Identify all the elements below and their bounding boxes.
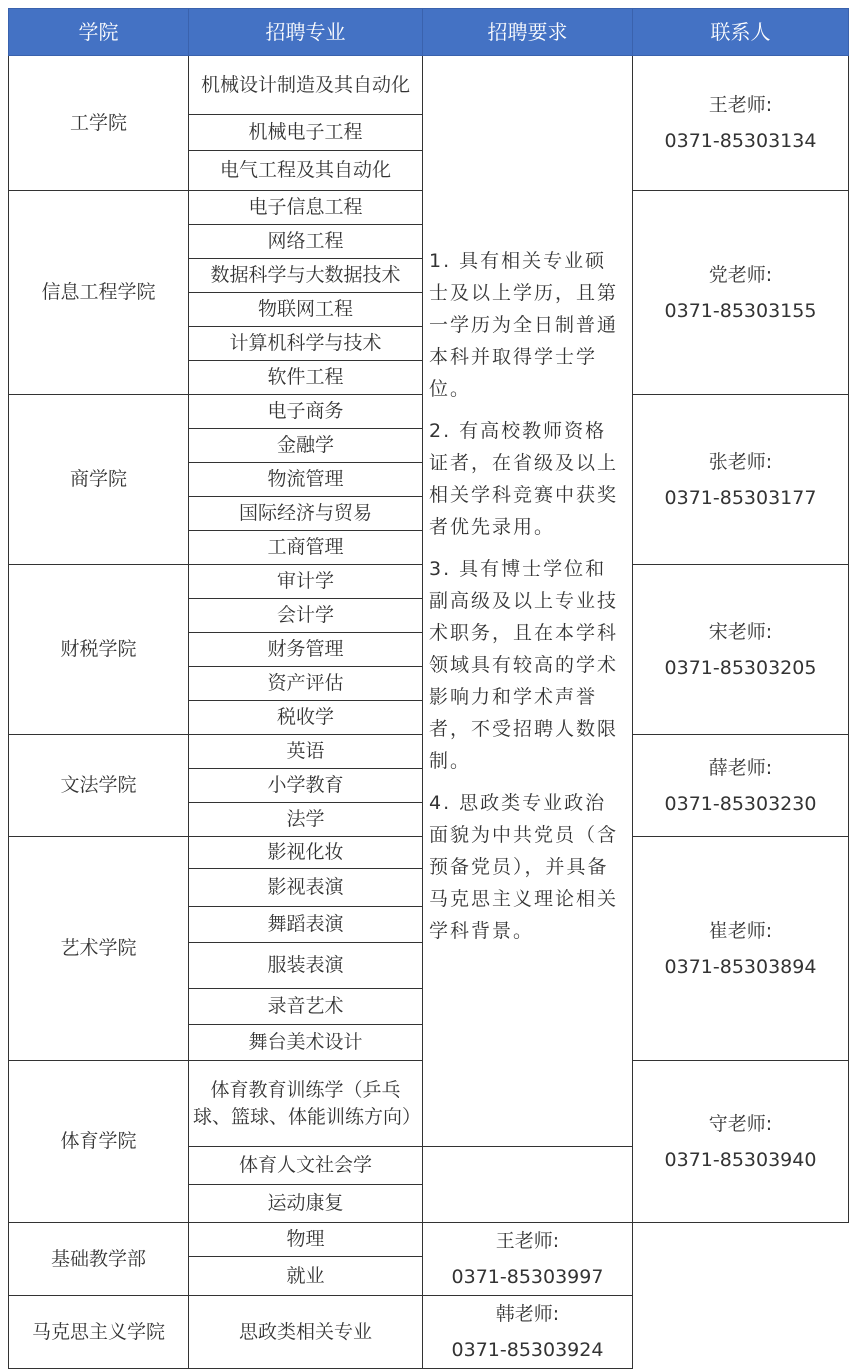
major-cell: 机械设计制造及其自动化 xyxy=(189,56,423,115)
contact-name: 崔老师: xyxy=(708,919,773,942)
major-cell: 税收学 xyxy=(189,701,423,735)
contact-cell xyxy=(423,1296,633,1369)
major-cell: 金融学 xyxy=(189,429,423,463)
major-cell: 物理 xyxy=(189,1223,423,1257)
header-row xyxy=(9,9,849,56)
contact-phone: 0371-85303177 xyxy=(664,486,817,509)
major-cell: 财务管理 xyxy=(189,633,423,667)
major-cell: 服装表演 xyxy=(189,943,423,989)
major-cell: 舞台美术设计 xyxy=(189,1025,423,1061)
major-cell: 体育人文社会学 xyxy=(189,1147,423,1185)
major-cell: 英语 xyxy=(189,735,423,769)
major-cell: 运动康复 xyxy=(189,1185,423,1223)
contact-name: 薛老师: xyxy=(708,756,773,779)
contact-cell xyxy=(633,395,849,565)
major-cell: 物流管理 xyxy=(189,463,423,497)
contact-name: 张老师: xyxy=(708,450,773,473)
table-row xyxy=(9,56,849,115)
contact-cell xyxy=(633,191,849,395)
major-cell: 国际经济与贸易 xyxy=(189,497,423,531)
contact-name: 党老师: xyxy=(708,263,773,286)
requirement-item: 1. 具有相关专业硕士及以上学历，且第一学历为全日制普通本科并取得学士学位。 xyxy=(429,250,619,400)
major-cell: 影视表演 xyxy=(189,869,423,907)
major-cell: 数据科学与大数据技术 xyxy=(189,259,423,293)
major-cell: 工商管理 xyxy=(189,531,423,565)
contact-phone: 0371-85303997 xyxy=(451,1266,604,1288)
major-cell: 会计学 xyxy=(189,599,423,633)
contact-cell xyxy=(633,565,849,735)
college-name: 工学院 xyxy=(9,56,189,191)
table-row xyxy=(9,1223,849,1257)
major-cell: 物联网工程 xyxy=(189,293,423,327)
contact-phone: 0371-85303205 xyxy=(664,656,817,679)
header-requirements: 招聘要求 xyxy=(423,9,633,56)
contact-name: 宋老师: xyxy=(708,620,773,643)
requirement-item: 4. 思政类专业政治面貌为中共党员（含预备党员），并具备马克思主义理论相关学科背景。 xyxy=(429,792,619,942)
college-name: 文法学院 xyxy=(9,735,189,837)
major-cell: 网络工程 xyxy=(189,225,423,259)
major-cell: 法学 xyxy=(189,803,423,837)
major-cell: 软件工程 xyxy=(189,361,423,395)
contact-name: 王老师: xyxy=(708,94,773,116)
major-cell: 电子商务 xyxy=(189,395,423,429)
major-cell: 影视化妆 xyxy=(189,837,423,869)
major-cell: 电子信息工程 xyxy=(189,191,423,225)
major-cell: 就业 xyxy=(189,1257,423,1296)
major-cell: 小学教育 xyxy=(189,769,423,803)
college-name: 财税学院 xyxy=(9,565,189,735)
contact-phone: 0371-85303155 xyxy=(664,299,817,322)
requirements-cell xyxy=(423,56,633,1147)
requirement-item: 3. 具有博士学位和副高级及以上专业技术职务，且在本学科领域具有较高的学术影响力和学术声誉者，不受招聘人数限制。 xyxy=(429,558,619,772)
major-cell: 录音艺术 xyxy=(189,989,423,1025)
contact-cell xyxy=(633,837,849,1061)
college-name: 马克思主义学院 xyxy=(9,1296,189,1369)
header-major: 招聘专业 xyxy=(189,9,423,56)
contact-name: 守老师: xyxy=(708,1112,773,1135)
contact-cell xyxy=(633,735,849,837)
college-name: 信息工程学院 xyxy=(9,191,189,395)
college-name: 艺术学院 xyxy=(9,837,189,1061)
requirement-item: 2. 有高校教师资格证者，在省级及以上相关学科竞赛中获奖者优先录用。 xyxy=(429,420,619,538)
college-name: 基础教学部 xyxy=(9,1223,189,1296)
contact-phone: 0371-85303940 xyxy=(664,1148,817,1171)
contact-phone: 0371-85303230 xyxy=(664,792,817,815)
contact-phone: 0371-85303894 xyxy=(664,955,817,978)
contact-phone: 0371-85303924 xyxy=(451,1339,604,1361)
major-cell: 电气工程及其自动化 xyxy=(189,151,423,191)
major-cell: 审计学 xyxy=(189,565,423,599)
header-college: 学院 xyxy=(9,9,189,56)
major-cell: 资产评估 xyxy=(189,667,423,701)
major-cell: 舞蹈表演 xyxy=(189,907,423,943)
contact-name: 王老师: xyxy=(495,1230,560,1252)
major-cell: 思政类相关专业 xyxy=(189,1296,423,1369)
recruitment-table xyxy=(8,8,849,1369)
major-cell: 机械电子工程 xyxy=(189,115,423,151)
contact-cell xyxy=(633,56,849,191)
major-cell: 计算机科学与技术 xyxy=(189,327,423,361)
header-contact: 联系人 xyxy=(633,9,849,56)
contact-cell xyxy=(423,1223,633,1296)
major-cell: 体育教育训练学（乒乓球、篮球、体能训练方向） xyxy=(189,1061,423,1147)
college-name: 体育学院 xyxy=(9,1061,189,1223)
table-row xyxy=(9,1296,849,1369)
contact-cell xyxy=(633,1061,849,1223)
contact-phone: 0371-85303134 xyxy=(664,130,817,152)
contact-name: 韩老师: xyxy=(495,1303,560,1325)
college-name: 商学院 xyxy=(9,395,189,565)
